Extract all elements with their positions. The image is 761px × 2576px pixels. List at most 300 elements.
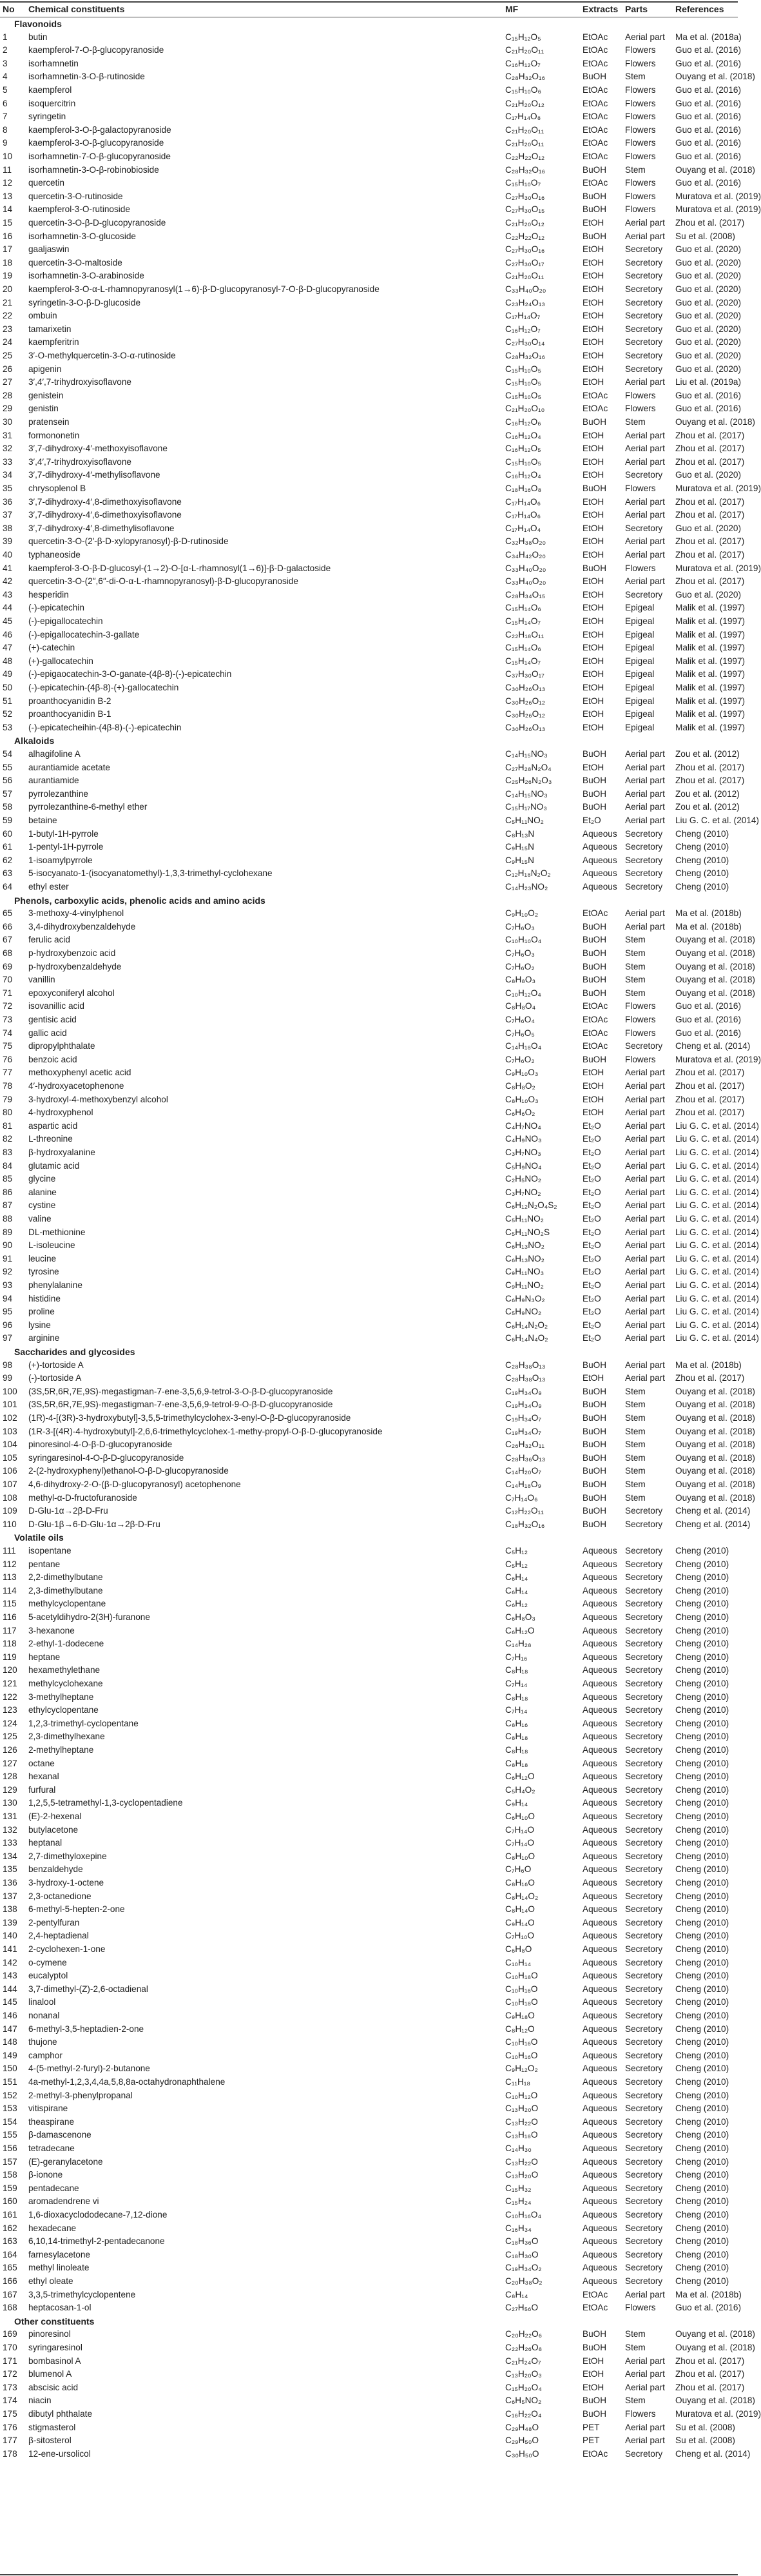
cell-mf: C₉H₁₂O₂ [505,2064,538,2074]
cell-no: 143 [3,1971,17,1981]
cell-no: 3 [3,58,8,68]
table-row [0,1903,738,1917]
cell-references: Cheng (2010) [675,2210,729,2220]
cell-references: Zhou et al. (2017) [675,218,745,228]
cell-references: Ouyang et al. (2018) [675,961,755,971]
cell-mf: C₅H₉NO₂ [505,1307,542,1317]
table-row [0,668,746,681]
cell-no: 30 [3,417,13,427]
cell-no: 161 [3,2210,17,2220]
cell-parts: Epigeal [625,616,655,626]
cell-constituent: 2-cyclohexen-1-one [28,1944,106,1954]
table-row [0,1492,755,1505]
cell-mf: C₁₀H₁₂O₄ [505,988,541,998]
section-header [0,1531,738,1545]
cell-extracts: Aqueous [583,882,617,892]
cell-no: 88 [3,1214,13,1224]
table-row [0,150,742,164]
table-row [0,1863,738,1877]
table-row [0,1824,738,1837]
cell-constituent: 3,4-dihydroxybenzaldehyde [28,921,136,932]
cell-no: 109 [3,1506,17,1516]
cell-extracts: BuOH [583,975,607,985]
cell-no: 126 [3,1745,17,1755]
cell-parts: Secretory [625,882,663,892]
cell-references: Cheng (2010) [675,2223,729,2233]
cell-parts: Epigeal [625,669,655,679]
cell-constituent: aspartic acid [28,1120,78,1131]
cell-no: 116 [3,1612,17,1622]
cell-no: 119 [3,1652,17,1662]
cell-mf: C₂₀H₂₂O₆ [505,2329,543,2339]
cell-mf: C₁₄H₂₃NO₂ [505,882,548,892]
cell-extracts: BuOH [583,563,607,573]
cell-references: Guo et al. (2016) [675,2303,742,2313]
cell-parts: Epigeal [625,629,655,639]
cell-constituent: 6-methyl-3,5-heptadien-2-one [28,2024,144,2034]
cell-constituent: octane [28,1758,55,1768]
cell-extracts: BuOH [583,191,607,201]
cell-mf: C₁₅H₁₇NO₃ [505,802,547,812]
cell-parts: Aerial part [625,1227,665,1237]
cell-references: Zou et al. (2012) [675,788,740,799]
cell-references: Zhou et al. (2017) [675,1107,745,1118]
cell-no: 146 [3,2011,17,2020]
table-row [0,2249,738,2262]
cell-constituent: (-)-tortoside A [28,1373,82,1383]
cell-extracts: EtOH [583,456,604,467]
cell-no: 79 [3,1094,13,1104]
cell-no: 122 [3,1692,17,1702]
table-row [0,1239,759,1253]
cell-references: Liu G. C. et al. (2014) [675,1240,759,1251]
cell-mf: C₆H₁₃NO₂ [505,1240,544,1251]
table-row [0,1969,738,1983]
table-row [0,1385,755,1399]
cell-no: 36 [3,496,13,507]
cell-extracts: EtOH [583,683,604,692]
cell-no: 173 [3,2382,17,2392]
cell-mf: C₁₆H₁₂O₄ [505,430,541,440]
section-title: Other constituents [14,2316,95,2327]
cell-no: 177 [3,2435,17,2446]
cell-no: 99 [3,1373,13,1383]
cell-mf: C₁₉H₃₄O₂ [505,2263,542,2273]
cell-constituent: benzaldehyde [28,1864,83,1875]
cell-mf: C₁₇H₁₄O₆ [505,510,541,520]
cell-no: 111 [3,1546,16,1556]
cell-constituent: 4a-methyl-1,2,3,4,4a,5,8,8a-octahydronaphthalene [28,2077,226,2087]
cell-constituent: 4,6-dihydroxy-2-O-(β-D-glucopyranosyl) acetophenone [28,1479,241,1489]
table-row [0,97,742,111]
cell-no: 175 [3,2409,17,2419]
cell-constituent: 6,10,14-trimethyl-2-pentadecanone [28,2236,165,2247]
cell-constituent: dibutyl phthalate [28,2409,93,2419]
cell-mf: C₇H₆O₃ [505,921,535,932]
cell-extracts: EtOH [583,496,604,507]
cell-references: Ouyang et al. (2018) [675,2395,755,2406]
cell-parts: Stem [625,948,646,958]
cell-extracts: EtOH [583,1094,604,1104]
cell-parts: Secretory [625,1041,663,1051]
cell-extracts: Aqueous [583,1559,617,1569]
cell-mf: C₉H₁₄O [505,1917,535,1927]
cell-parts: Flowers [625,2409,656,2419]
table-row [0,2394,755,2408]
cell-constituent: tamarixetin [28,324,72,334]
cell-references: Cheng et al. (2014) [675,1041,751,1051]
table-row [0,2116,738,2129]
cell-extracts: EtOAc [583,1028,608,1038]
cell-extracts: EtOAc [583,138,608,148]
table-row [0,2288,742,2302]
cell-parts: Aerial part [625,1293,665,1303]
cell-extracts: Aqueous [583,2143,617,2153]
table-row [0,137,742,150]
cell-references: Ouyang et al. (2018) [675,975,755,985]
cell-parts: Epigeal [625,722,655,732]
cell-references: Guo et al. (2020) [675,523,742,533]
cell-extracts: Aqueous [583,1585,617,1595]
cell-extracts: EtOAc [583,404,608,414]
cell-extracts: EtOH [583,696,604,706]
cell-no: 57 [3,788,13,799]
cell-constituent: aurantiamide [28,776,79,786]
cell-parts: Stem [625,1466,646,1476]
cell-no: 55 [3,762,13,772]
cell-references: Cheng (2010) [675,1546,729,1556]
cell-no: 59 [3,815,13,825]
cell-mf: C₁₈H₃₀O [505,2249,539,2259]
cell-parts: Secretory [625,2196,663,2207]
cell-extracts: EtOH [583,257,604,268]
cell-no: 134 [3,1851,17,1861]
cell-no: 84 [3,1160,13,1171]
cell-parts: Secretory [625,1665,663,1675]
cell-parts: Stem [625,72,646,82]
cell-references: Cheng (2010) [675,1984,729,1994]
cell-extracts: Et₂O [583,1240,601,1251]
cell-parts: Secretory [625,1519,663,1529]
table-row [0,1810,738,1824]
cell-no: 71 [3,988,13,998]
cell-extracts: BuOH [583,802,607,812]
header-no: No [3,4,15,14]
cell-constituent: (1R)-4-[(3R)-3-hydroxybutyl]-3,5,5-trimethylcyclohex-3-enyl-O-β-D-glucopyranoside [28,1413,351,1423]
cell-extracts: BuOH [583,948,607,958]
table-row [0,2023,738,2036]
cell-mf: C₅H₁₂ [505,1559,528,1569]
cell-mf: C₈H₁₂O [505,2024,535,2034]
cell-constituent: β-sitosterol [28,2435,72,2446]
cell-parts: Aerial part [625,1094,665,1104]
cell-no: 135 [3,1864,17,1875]
cell-references: Malik et al. (1997) [675,683,746,692]
table-row [0,1757,738,1771]
cell-parts: Stem [625,1452,646,1463]
cell-constituent: 3′,7-dihydroxy-4′-methoxyisoflavone [28,444,168,454]
cell-extracts: Et₂O [583,1320,601,1330]
cell-mf: C₂₈H₃₂O₁₆ [505,72,546,82]
cell-no: 25 [3,351,13,360]
cell-extracts: EtOAc [583,45,608,55]
cell-no: 149 [3,2050,17,2060]
cell-extracts: Aqueous [583,2011,617,2020]
cell-parts: Flowers [625,98,656,108]
table-row [0,933,755,947]
cell-no: 42 [3,576,13,587]
cell-extracts: Aqueous [583,855,617,865]
cell-references: Cheng (2010) [675,1904,729,1915]
cell-references: Cheng (2010) [675,2011,729,2020]
cell-mf: C₂₈H₃₈O₁₃ [505,1360,546,1370]
cell-extracts: EtOAc [583,58,608,68]
table-row [0,1956,738,1970]
table-row [0,681,746,695]
cell-parts: Aerial part [625,1160,665,1171]
table-row [0,1359,742,1372]
cell-no: 51 [3,696,13,706]
table-row [0,987,755,1000]
cell-parts: Flowers [625,112,656,122]
table-row [0,309,742,323]
cell-constituent: (-)-epicatecheihin-(4β-8)-(-)-epicatechin [28,722,182,732]
cell-constituent: o-cymene [28,1957,67,1967]
cell-no: 21 [3,297,13,307]
table-row [0,323,742,337]
header-row [0,3,738,16]
cell-mf: C₇H₆O₄ [505,1015,535,1024]
cell-constituent: 3′,7-dihydroxy-4′,8-dimethoxyisoflavone [28,496,182,507]
table-row [0,2036,738,2049]
cell-extracts: EtOH [583,1373,604,1383]
cell-mf: C₁₉H₃₄O₉ [505,1386,542,1396]
cell-mf: C₁₆H₁₂O₇ [505,58,541,68]
cell-constituent: (-)-epigallocatechin-3-gallate [28,629,140,639]
cell-references: Cheng (2010) [675,1559,729,1569]
cell-no: 19 [3,271,13,281]
cell-references: Zhou et al. (2017) [675,456,745,467]
cell-extracts: EtOH [583,470,604,480]
table-row [0,761,745,775]
cell-references: Cheng (2010) [675,2050,729,2060]
cell-no: 78 [3,1081,13,1091]
table-row [0,2102,738,2116]
cell-extracts: BuOH [583,2343,607,2352]
cell-constituent: ombuin [28,311,57,321]
cell-references: Cheng (2010) [675,2183,729,2193]
cell-parts: Aerial part [625,908,665,919]
cell-extracts: Aqueous [583,1811,617,1821]
cell-references: Cheng (2010) [675,828,729,839]
cell-mf: C₂₁H₂₀O₁₂ [505,218,544,228]
table-row [0,70,755,84]
table-row [0,164,755,177]
cell-parts: Aerial part [625,776,665,786]
table-row [0,31,742,44]
cell-extracts: EtOAc [583,112,608,122]
cell-no: 113 [3,1572,17,1583]
cell-extracts: Aqueous [583,1944,617,1954]
table-row [0,283,742,297]
cell-parts: Secretory [625,2143,663,2153]
header-mf: MF [505,4,519,14]
table-row [0,429,745,443]
cell-no: 77 [3,1068,13,1078]
cell-constituent: 3,3,5-trimethylcyclopentene [28,2289,136,2299]
table-row [0,1545,738,1558]
cell-constituent: aromadendrene vi [28,2196,99,2207]
cell-no: 44 [3,603,13,613]
cell-no: 12 [3,178,13,188]
cell-no: 54 [3,749,13,759]
cell-parts: Secretory [625,1904,663,1915]
cell-no: 81 [3,1120,13,1131]
cell-mf: C₂₈H₃₂O₁₆ [505,351,546,360]
cell-references: Guo et al. (2020) [675,244,742,255]
cell-constituent: β-damascenone [28,2130,92,2140]
cell-extracts: BuOH [583,776,607,786]
cell-constituent: 5-isocyanato-1-(isocyanatomethyl)-1,3,3-trimethyl-cyclohexane [28,868,273,879]
cell-mf: C₆H₁₃NO₂ [505,1253,544,1264]
cell-references: Cheng (2010) [675,1612,729,1622]
cell-parts: Stem [625,1492,646,1503]
cell-references: Guo et al. (2016) [675,404,742,414]
cell-no: 128 [3,1771,17,1782]
table-row [0,336,742,349]
cell-extracts: Et₂O [583,1160,601,1171]
cell-mf: C₁₉H₃₄O₇ [505,1413,541,1423]
cell-mf: C₃H₇NO₂ [505,1187,541,1197]
cell-references: Su et al. (2008) [675,2435,735,2446]
cell-constituent: p-hydroxybenzaldehyde [28,961,122,971]
cell-mf: C₁₀H₁₆O [505,2050,538,2060]
cell-no: 127 [3,1758,17,1768]
cell-extracts: Aqueous [583,2116,617,2127]
cell-extracts: Aqueous [583,1705,617,1715]
cell-extracts: BuOH [583,1413,607,1423]
cell-references: Ouyang et al. (2018) [675,1492,755,1503]
cell-mf: C₂₁H₂₀O₁₁ [505,124,544,135]
cell-parts: Secretory [625,1506,663,1516]
cell-parts: Secretory [625,1692,663,1702]
cell-constituent: 5-acetyldihydro-2(3H)-furanone [28,1612,150,1622]
cell-mf: C₆H₈O₃ [505,1612,535,1622]
cell-extracts: BuOH [583,988,607,998]
cell-constituent: (E)-geranylacetone [28,2156,103,2167]
cell-parts: Secretory [625,2156,663,2167]
cell-parts: Secretory [625,2223,663,2233]
cell-parts: Secretory [625,2170,663,2180]
table-row [0,1425,755,1439]
cell-parts: Flowers [625,45,656,55]
cell-constituent: 4-(5-methyl-2-furyl)-2-butanone [28,2064,150,2074]
cell-parts: Epigeal [625,643,655,653]
cell-constituent: pyrrolezanthine [28,788,88,799]
table-row [0,2076,738,2089]
cell-references: Cheng (2010) [675,2103,729,2114]
cell-no: 93 [3,1280,13,1290]
cell-extracts: EtOH [583,2369,604,2379]
cell-extracts: Aqueous [583,828,617,839]
cell-mf: C₃₃H₄₀O₂₀ [505,576,546,587]
cell-mf: C₆H₈O [505,1944,532,1954]
cell-mf: C₁₄H₃₀ [505,2143,532,2153]
cell-extracts: Et₂O [583,815,601,825]
cell-mf: C₃₀H₂₆O₁₃ [505,722,546,732]
cell-extracts: EtOH [583,576,604,587]
cell-references: Cheng (2010) [675,1732,729,1742]
cell-parts: Aerial part [625,1068,665,1078]
table-row [0,230,738,244]
cell-extracts: EtOAc [583,151,608,161]
cell-parts: Aerial part [625,456,665,467]
cell-extracts: Et₂O [583,1214,601,1224]
cell-references: Liu G. C. et al. (2014) [675,1134,759,1144]
cell-references: Cheng (2010) [675,2156,729,2167]
cell-constituent: farnesylacetone [28,2249,90,2259]
cell-references: Cheng (2010) [675,2143,729,2153]
cell-references: Liu G. C. et al. (2014) [675,815,759,825]
cell-mf: C₂₈H₃₆O₁₃ [505,1452,546,1463]
cell-constituent: benzoic acid [28,1054,77,1064]
cell-parts: Secretory [625,1878,663,1888]
table-row [0,2169,738,2182]
table-row [0,402,742,416]
cell-mf: C₁₈H₁₆O₈ [505,483,542,493]
table-row [0,2408,761,2421]
table-row [0,1505,751,1518]
table-row [0,522,742,536]
cell-mf: C₇H₆O₅ [505,1028,535,1038]
cell-mf: C₁₂H₂₂O₁₁ [505,1506,544,1516]
cell-mf: C₂₇H₃₀O₁₇ [505,257,544,268]
cell-references: Muratova et al. (2019) [675,2409,761,2419]
cell-extracts: EtOH [583,2382,604,2392]
cell-parts: Flowers [625,1001,656,1011]
cell-mf: C₁₅H₁₀O₅ [505,377,541,387]
cell-references: Cheng (2010) [675,2024,729,2034]
table-row [0,1877,738,1890]
table-row [0,947,755,961]
cell-extracts: Aqueous [583,1784,617,1795]
cell-mf: C₃₂H₃₈O₂₀ [505,536,546,547]
cell-references: Cheng (2010) [675,1639,729,1649]
cell-no: 147 [3,2024,17,2034]
cell-parts: Secretory [625,244,663,255]
cell-extracts: Aqueous [583,1679,617,1688]
table-row [0,814,759,828]
cell-parts: Secretory [625,2263,663,2273]
cell-mf: C₁₄H₂₀O₇ [505,1466,541,1476]
cell-constituent: 2-pentylfuran [28,1917,80,1927]
header-extracts: Extracts [583,4,619,14]
cell-extracts: EtOH [583,616,604,626]
section-header [0,2315,738,2328]
cell-parts: Secretory [625,1851,663,1861]
cell-parts: Epigeal [625,603,655,613]
cell-mf: C₁₈H₃₆O [505,2236,539,2247]
cell-extracts: Aqueous [583,2024,617,2034]
cell-extracts: Aqueous [583,2170,617,2180]
cell-references: Ouyang et al. (2018) [675,1439,755,1450]
cell-parts: Aerial part [625,815,665,825]
cell-constituent: proanthocyanidin B-1 [28,709,111,719]
cell-mf: C₁₃H₁₈O [505,2130,538,2140]
cell-constituent: 1-pentyl-1H-pyrrole [28,842,104,852]
cell-references: Cheng (2010) [675,2249,729,2259]
cell-no: 87 [3,1200,13,1211]
